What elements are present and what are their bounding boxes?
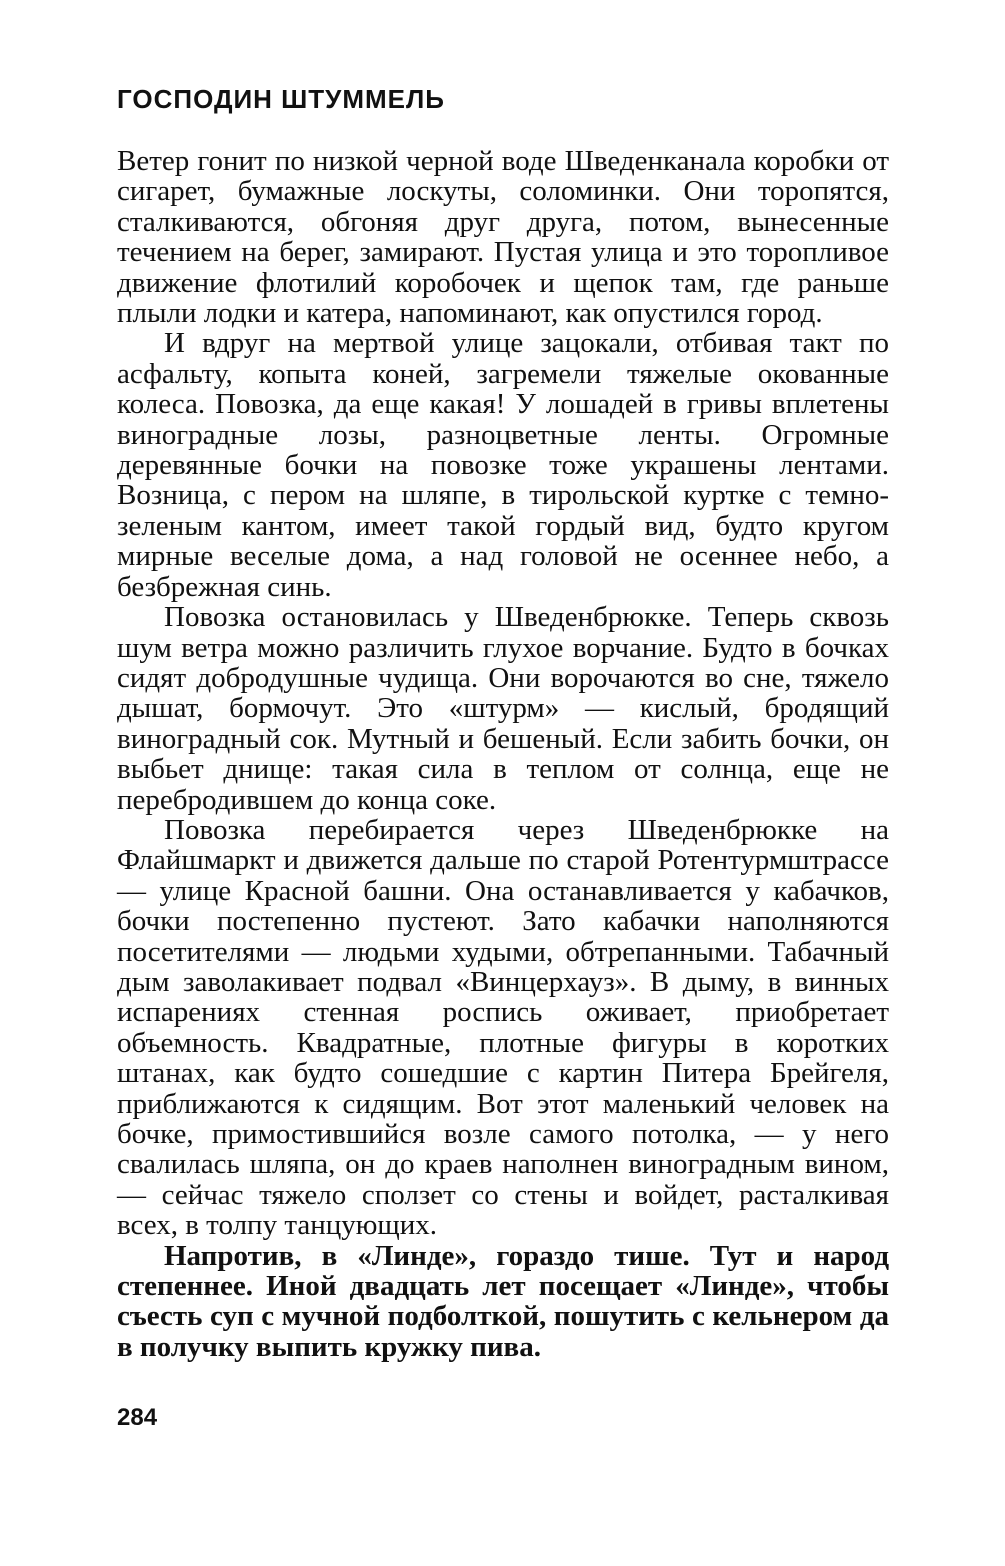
paragraph-2: И вдруг на мертвой улице зацокали, отбивая такт по асфальту, копыта коней, загремели тяжелые окованные колеса. Повозка, да еще какая! У лошадей в гривы вплетены виноградные лозы, разноцветные ленты. Огромные деревянные бочки на повозке тоже украшены лентами. Возница, с пером на шляпе, в тирольской куртке с темно-зеленым кантом, имеет такой гордый вид, будто кругом мирные веселые дома, а над головой не осеннее небо, а безбрежная синь. xyxy=(117,327,889,603)
chapter-heading: ГОСПОДИН ШТУММЕЛЬ xyxy=(117,84,445,114)
paragraph-1: Ветер гонит по низкой черной воде Шведенканала коробки от сигарет, бумажные лоскуты, соломинки. Они торопятся, сталкиваются, обгоняя друг друга, потом, вынесенные течением на берег, замирают. Пустая улица и это торопливое движение флотилий коробочек и щепок там, где раньше плыли лодки и катера, напоминают, как опустился город. xyxy=(117,145,889,330)
paragraph-5: Напротив, в «Линде», гораздо тише. Тут и народ степеннее. Иной двадцать лет посещает «Линде», чтобы съесть суп с мучной подболткой, пошутить с кельнером да в получку выпить кружку пива. xyxy=(117,1239,889,1363)
page-number: 284 xyxy=(117,1404,158,1431)
paragraph-4: Повозка перебирается через Шведенбрюкке на Флайшмаркт и движется дальше по старой Ротентурмштрассе — улице Красной башни. Она останавливается у кабачков, бочки постепенно пустеют. Зато кабачки наполняются посетителями — людьми худыми, обтрепанными. Табачный дым заволакивает подвал «Винцерхауз». В дыму, в винных испарениях стенная роспись оживает, приобретает объемность. Квадратные, плотные фигуры в коротких штанах, как будто сошедшие с картин Питера Брейгеля, приближаются к сидящим. Вот этот маленький человек на бочке, примостившийся возле самого потолка, — у него свалилась шляпа, он до краев наполнен виноградным вином, — сейчас тяжело сползет со стены и войдет, расталкивая всех, в толпу танцующих. xyxy=(117,813,889,1242)
paragraph-3: Повозка остановилась у Шведенбрюкке. Теперь сквозь шум ветра можно различить глухое ворчание. Будто в бочках сидят добродушные чудища. Они ворочаются во сне, тяжело дышат, бормочут. Это «штурм» — кислый, бродящий виноградный сок. Мутный и бешеный. Если забить бочки, он выбьет днище: такая сила в теплом от солнца, еще не перебродившем до конца соке. xyxy=(117,601,889,816)
body-text xyxy=(117,146,889,1362)
